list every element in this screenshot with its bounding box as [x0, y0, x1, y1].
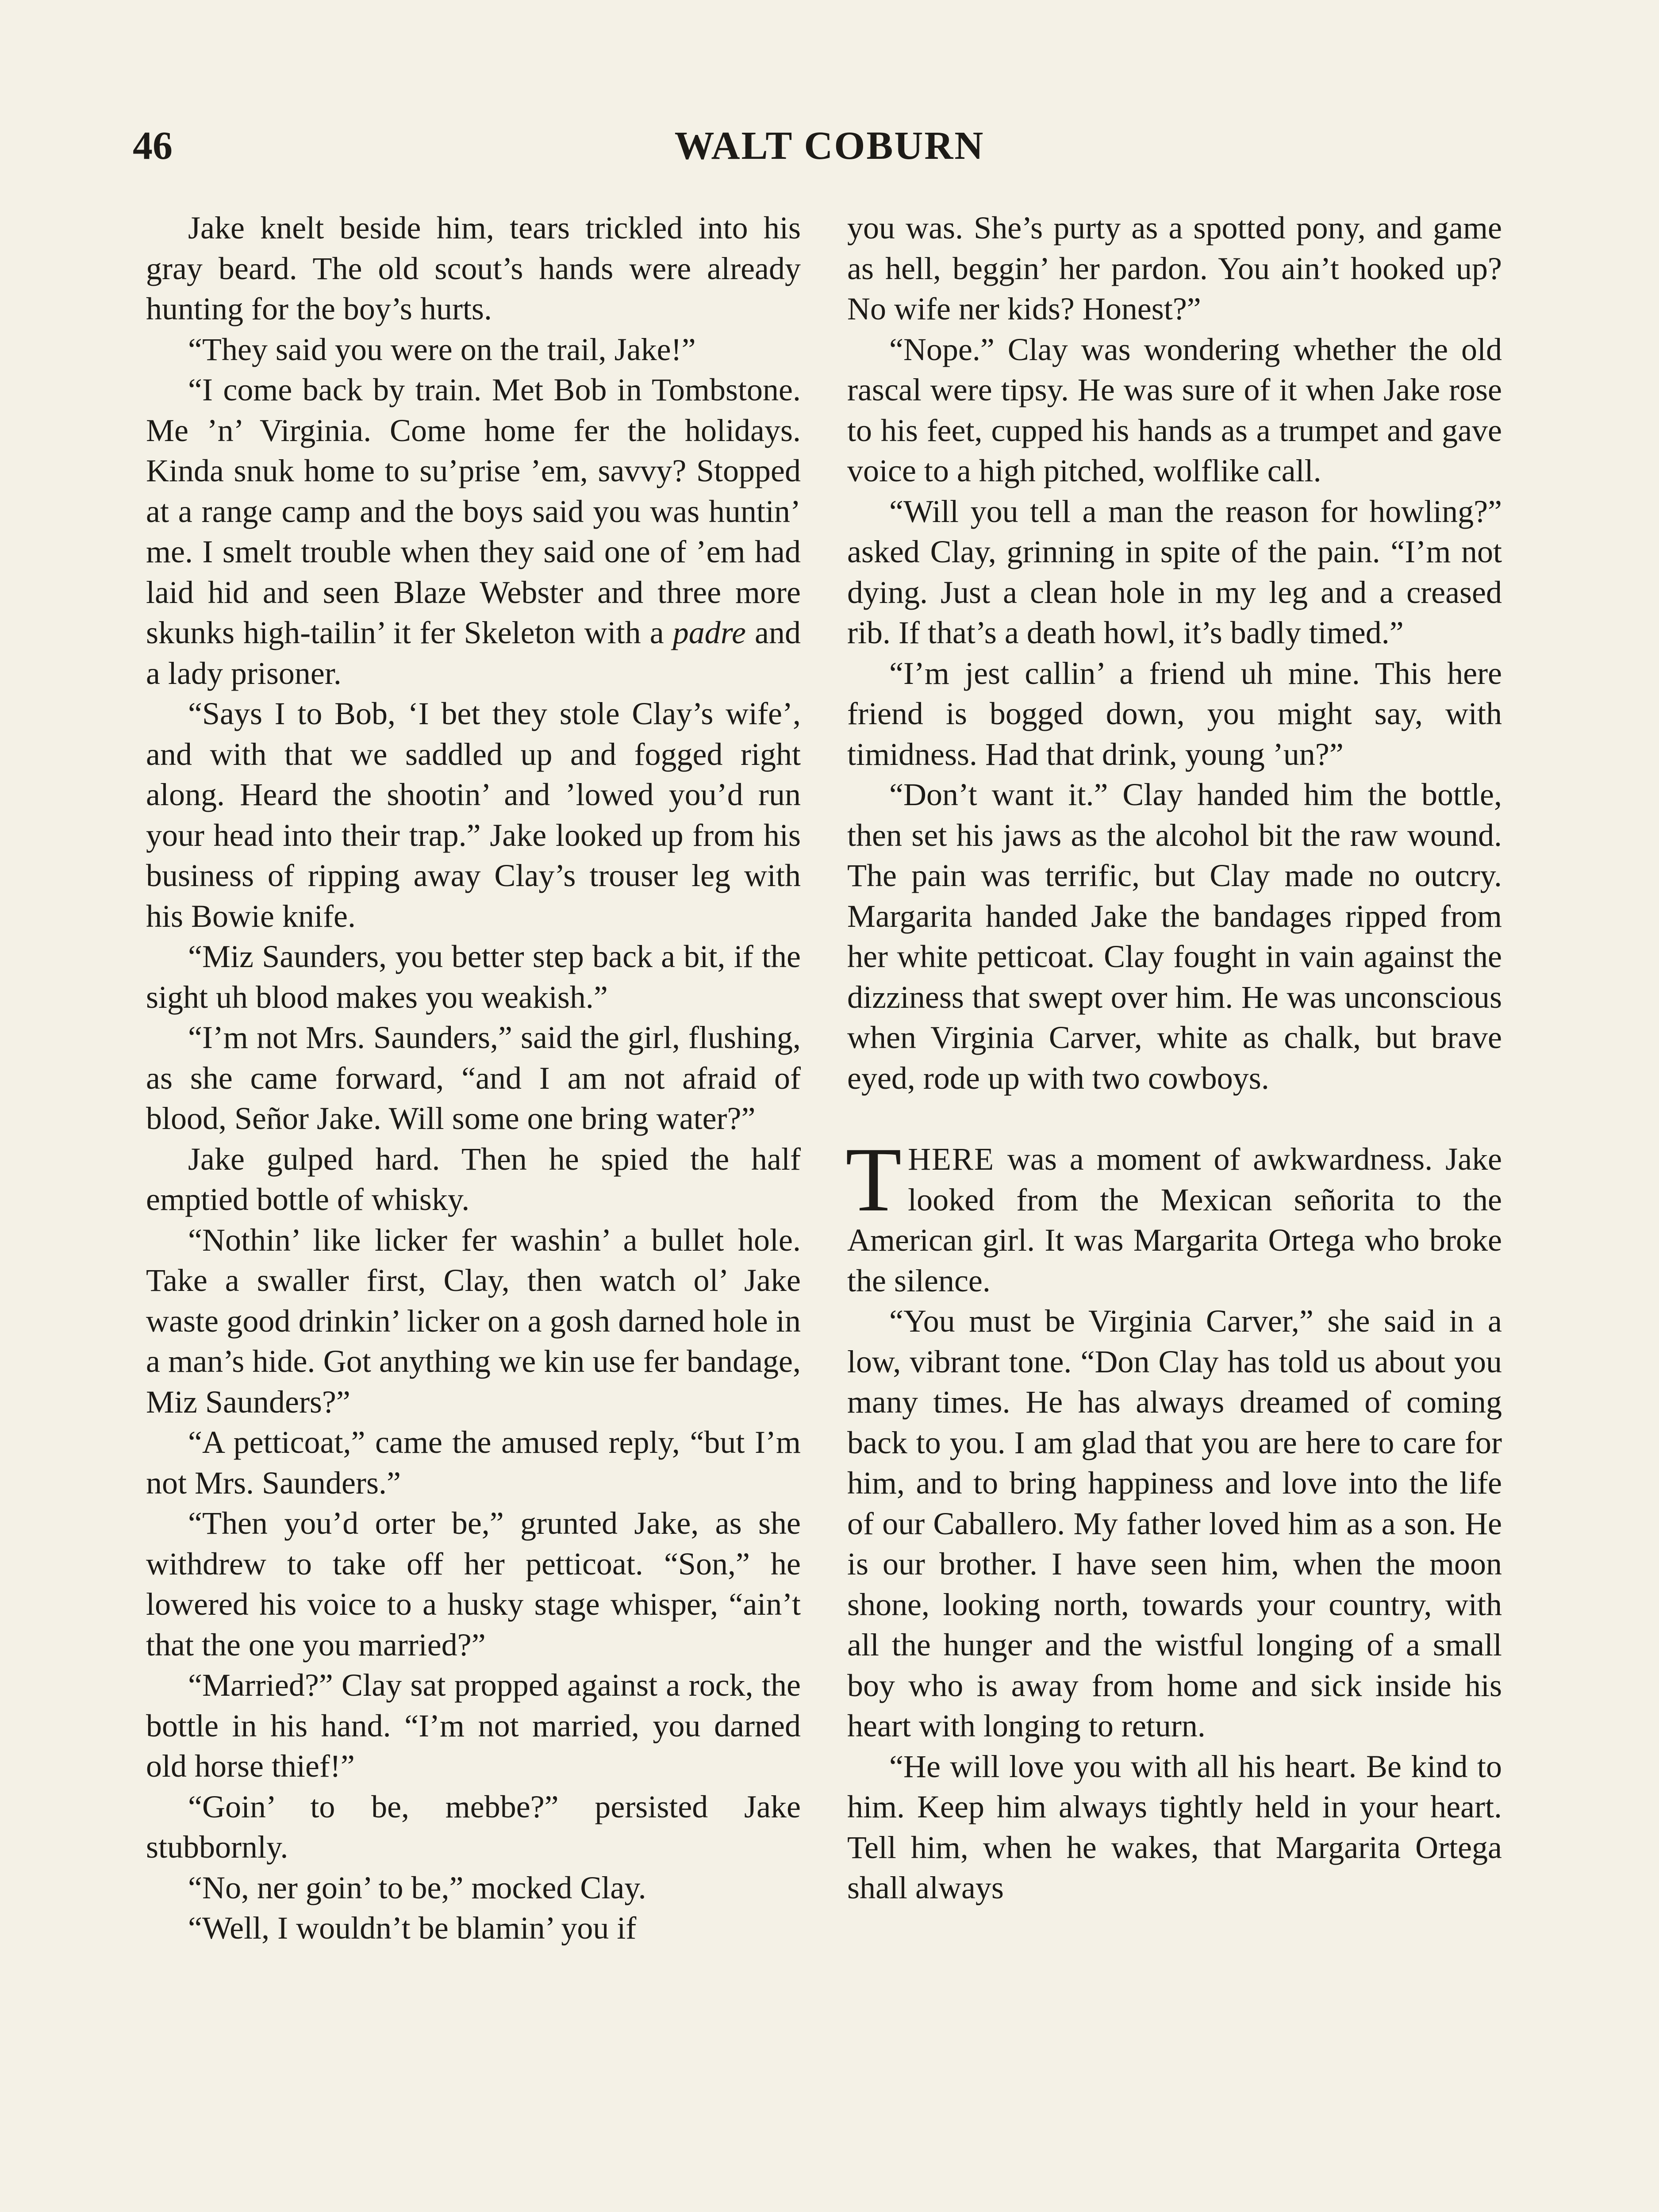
paragraph: “You must be Virginia Carver,” she said in a low, vibrant tone. “Don Clay has told us about you many times. He has always dreamed of coming back to you. I am glad that you are here to care for him, and to bring happiness and love into the life of our Caballero. My father loved him as a son. He is our brother. I have seen him, when the moon shone, looking north, towards your country, with all the hunger and the wistful longing of a small boy who is away from home and sick inside his heart with longing to return. [847, 1303, 1502, 1743]
paragraph: “Says I to Bob, ‘I bet they stole Clay’s wife’, and with that we saddled up and fogged right along. Heard the shootin’ and ’lowed you’d run your head into their trap.” Jake looked up from his business of ripping away Clay’s trouser leg with his Bowie knife. [146, 696, 801, 934]
paragraph: “I come back by train. Met Bob in Tombstone. Me ’n’ Virginia. Come home fer the holidays. Kinda snuk home to su’prise ’em, savvy? Stopped at a range camp and the boys said you was huntin’ me. I smelt trouble when they said one of ’em had laid hid and seen Blaze Webster and three more skunks high-tailin’ it fer Skeleton with a padre and a lady prisoner. [146, 372, 801, 691]
caps-lead: HERE [908, 1141, 995, 1177]
paragraph: “Nothin’ like licker fer washin’ a bullet hole. Take a swaller first, Clay, then watch ol’ Jake waste good drinkin’ licker on a gosh darned hole in a man’s hide. Got anything we kin use fer bandage, Miz Saunders?” [146, 1222, 801, 1420]
paragraph: Jake knelt beside him, tears trickled into his gray beard. The old scout’s hands were already hunting for the boy’s hurts. [146, 210, 801, 326]
running-head: WALT COBURN [674, 124, 985, 168]
paragraph: “I’m not Mrs. Saunders,” said the girl, flushing, as she came forward, “and I am not afraid of blood, Señor Jake. Will some one bring water?” [146, 1020, 801, 1136]
paragraph: “Married?” Clay sat propped against a rock, the bottle in his hand. “I’m not married, you darned old horse thief!” [146, 1667, 801, 1784]
paragraph: “Well, I wouldn’t be blamin’ you if [188, 1910, 637, 1946]
paragraph: “Miz Saunders, you better step back a bit, if the sight uh blood makes you weakish.” [146, 939, 801, 1015]
paragraph: “No, ner goin’ to be,” mocked Clay. [188, 1870, 646, 1905]
paragraph: Jake gulped hard. Then he spied the half emptied bottle of whisky. [146, 1141, 801, 1217]
right-column [847, 208, 1502, 1909]
paragraph: “I’m jest callin’ a friend uh mine. This here friend is bogged down, you might say, with timidness. Had that drink, young ’un?” [847, 655, 1502, 772]
section-opening-paragraph [845, 1129, 1502, 1301]
paragraph: “Goin’ to be, mebbe?” persisted Jake stubbornly. [146, 1789, 801, 1865]
section-text: was a moment of awkwardness. Jake looked from the Mexican señorita to the American girl. It was Margarita Ortega who broke the silence. [847, 1141, 1502, 1298]
left-column [146, 208, 801, 1949]
paragraph: “Nope.” Clay was wondering whether the old rascal were tipsy. He was sure of it when Jake rose to his feet, cupped his hands as a trumpet and gave voice to a high pitched, wolflike call. [847, 331, 1502, 488]
drop-cap: T [845, 1129, 902, 1230]
paragraph: “They said you were on the trail, Jake!” [188, 331, 696, 367]
paragraph: “Will you tell a man the reason for howling?” asked Clay, grinning in spite of the pain. “I’m not dying. Just a clean hole in my leg and a creased rib. If that’s a death howl, it’s badly timed.” [847, 493, 1502, 650]
paragraph: “He will love you with all his heart. Be kind to him. Keep him always tightly held in your heart. Tell him, when he wakes, that Margarita Ortega shall always [847, 1748, 1502, 1905]
page-number: 46 [133, 124, 173, 168]
paragraph: “Then you’d orter be,” grunted Jake, as she withdrew to take off her petticoat. “Son,” he lowered his voice to a husky stage whisper, “ain’t that the one you married?” [146, 1505, 801, 1663]
page-header [0, 119, 1659, 173]
paragraph: “Don’t want it.” Clay handed him the bottle, then set his jaws as the alcohol bit the raw wound. The pain was terrific, but Clay made no outcry. Margarita handed Jake the bandages ripped from her white petticoat. Clay fought in vain against the dizziness that swept over him. He was unconscious when Virginia Carver, white as chalk, but brave eyed, rode up with two cowboys. [847, 777, 1502, 1096]
paragraph: “A petticoat,” came the amused reply, “but I’m not Mrs. Saunders.” [146, 1425, 801, 1501]
paragraph: you was. She’s purty as a spotted pony, and game as hell, beggin’ her pardon. You ain’t hooked up? No wife ner kids? Honest?” [847, 210, 1502, 326]
